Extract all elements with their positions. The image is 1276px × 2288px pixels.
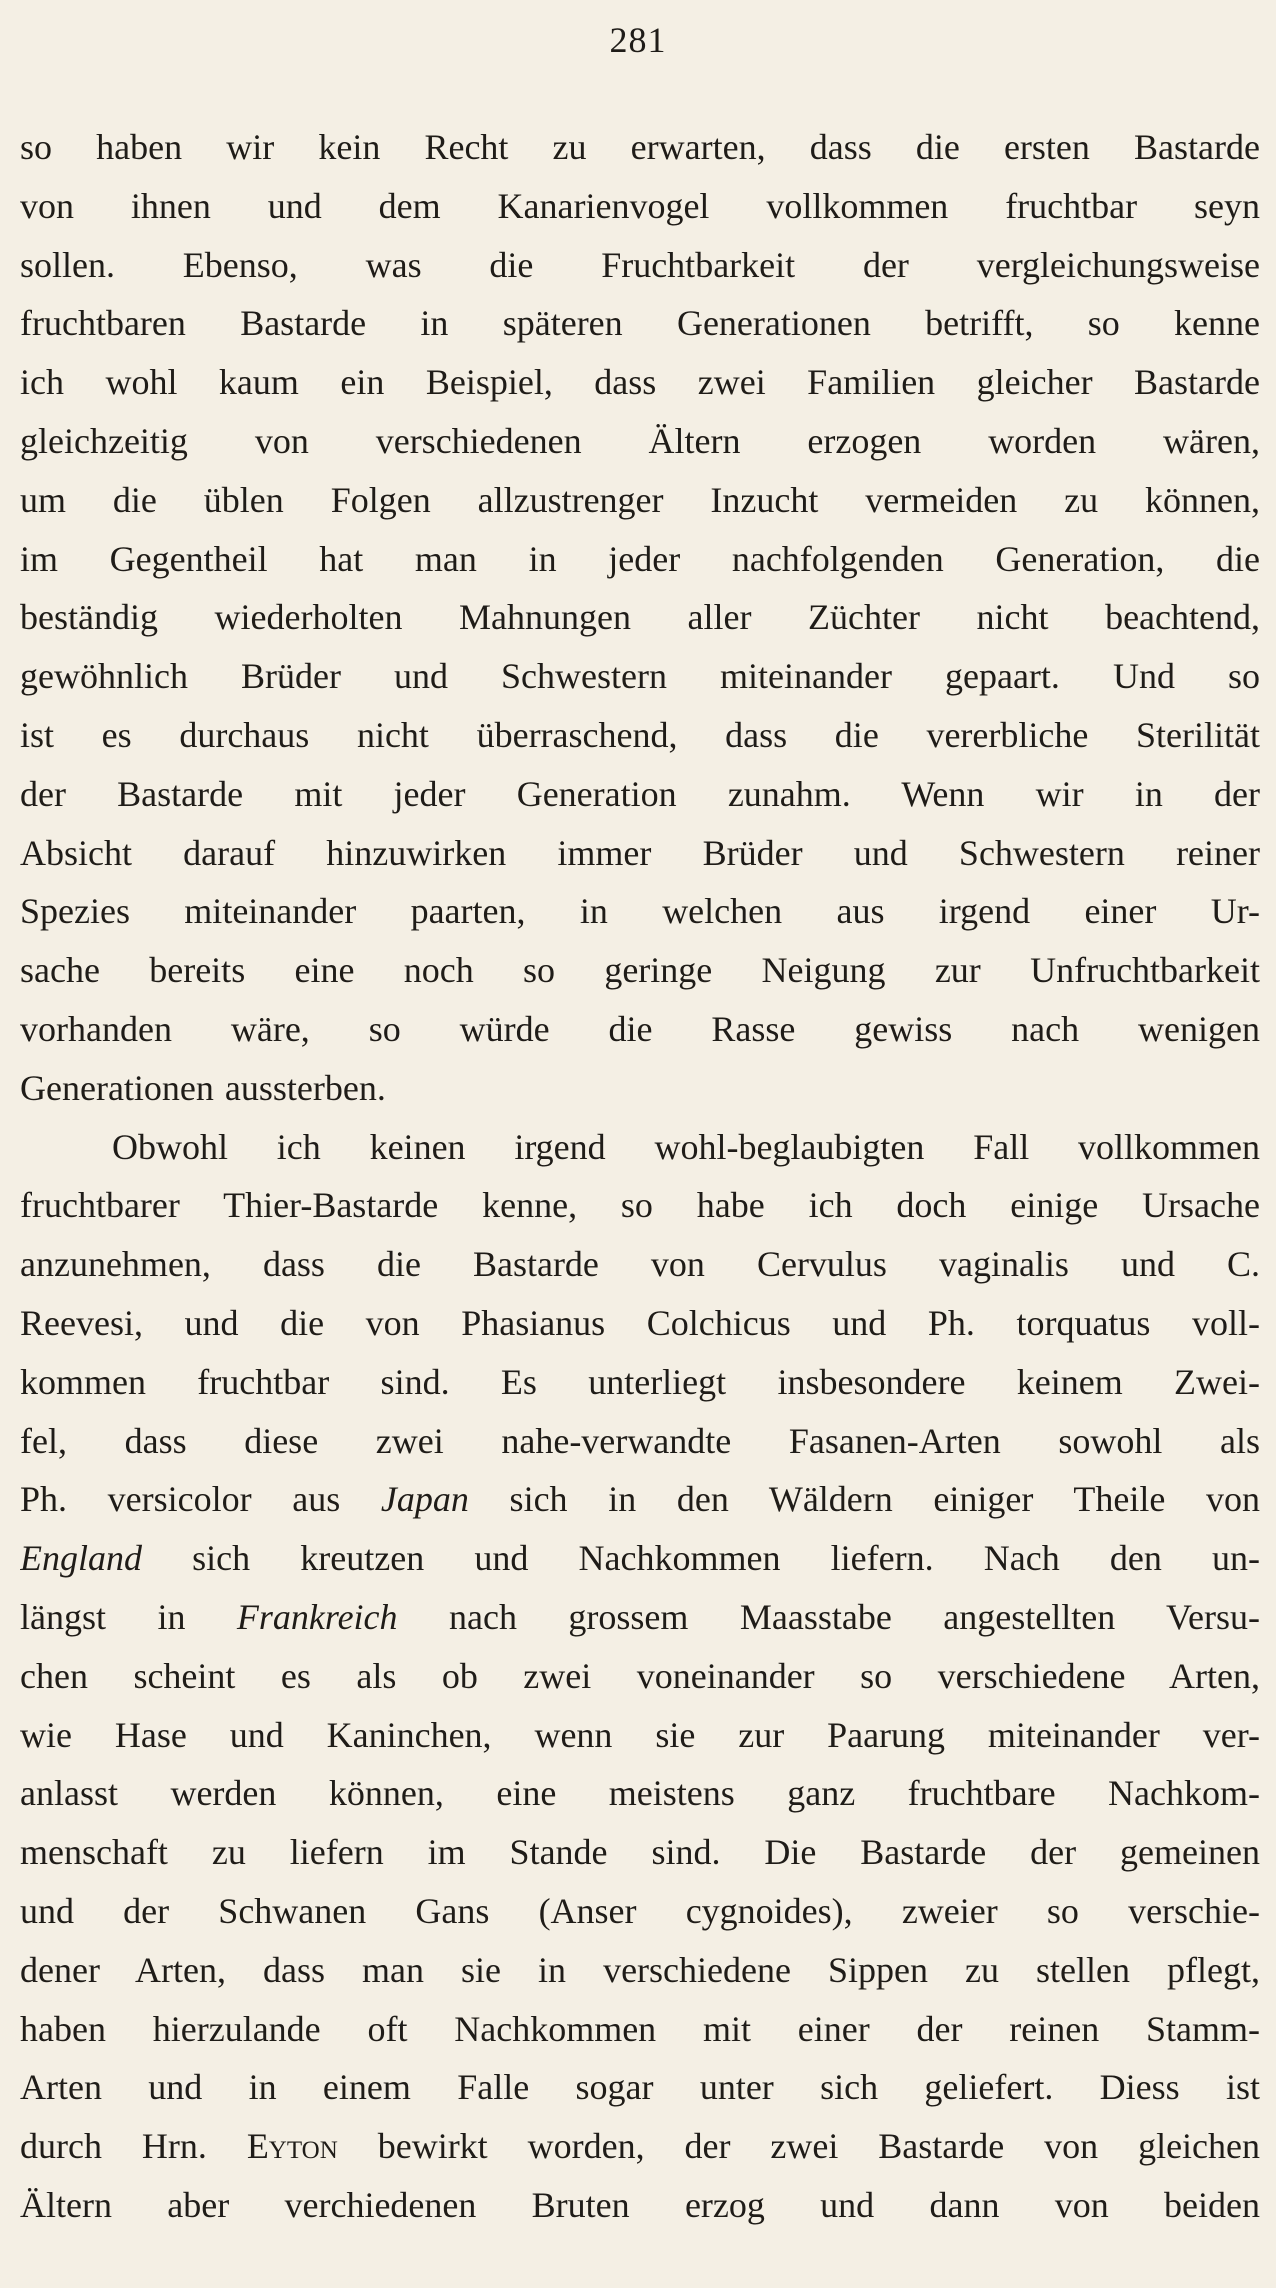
italic-place-name: England [20,1538,142,1579]
text-line: Obwohl ich keinen irgend wohl-beglaubigten Fall vollkommen [112,1126,1260,1167]
text-line: sollen. Ebenso, was die Fruchtbarkeit der vergleichungsweise [20,244,1260,285]
text-line: von ihnen und dem Kanarienvogel vollkommen fruchtbar seyn [20,185,1260,226]
paragraph-2 [20,1118,1260,2235]
text-line: ich wohl kaum ein Beispiel, dass zwei Familien gleicher Bastarde [20,362,1260,403]
paragraph-1 [20,118,1260,1118]
text-line: Ältern aber verchiedenen Bruten erzog und dann von beiden [20,2184,1260,2225]
text-line: und der Schwanen Gans (Anser cygnoides), zweier so verschie- [20,1890,1260,1931]
text-segment: längst in [20,1596,237,1637]
author-name-smallcaps: Eyton [246,2126,338,2167]
text-line [20,2117,1260,2176]
text-line: ist es durchaus nicht überraschend, dass die vererbliche Sterilität [20,714,1260,755]
text-line: sache bereits eine noch so geringe Neigung zur Unfruchtbarkeit [20,950,1260,991]
text-line: fruchtbaren Bastarde in späteren Generationen betrifft, so kenne [20,303,1260,344]
text-line [20,1529,1260,1588]
text-line: so haben wir kein Recht zu erwarten, dass die ersten Bastarde [20,127,1260,167]
text-line: menschaft zu liefern im Stande sind. Die Bastarde der gemeinen [20,1832,1260,1873]
text-line [20,1588,1260,1647]
text-line: dener Arten, dass man sie in verschiedene Sippen zu stellen pflegt, [20,1949,1260,1990]
text-line: im Gegentheil hat man in jeder nachfolgenden Generation, die [20,538,1260,579]
text-segment: nach grossem Maasstabe angestellten Versu- [397,1596,1260,1637]
page-number: 281 [609,20,667,60]
text-line: Generationen aussterben. [20,1067,386,1108]
text-line: Absicht darauf hinzuwirken immer Brüder und Schwestern reiner [20,832,1260,873]
text-segment: sich in den Wäldern einiger Theile von [468,1479,1260,1520]
text-line: haben hierzulande oft Nachkommen mit einer der reinen Stamm- [20,2008,1260,2049]
text-line: gleichzeitig von verschiedenen Ältern erzogen worden wären, [20,420,1260,461]
text-line: gewöhnlich Brüder und Schwestern miteinander gepaart. Und so [20,656,1260,697]
text-line: der Bastarde mit jeder Generation zunahm. Wenn wir in der [20,773,1260,814]
italic-place-name: Frankreich [236,1596,398,1637]
italic-place-name: Japan [380,1479,469,1520]
text-line: Arten und in einem Falle sogar unter sich geliefert. Diess ist [20,2067,1260,2108]
text-segment: bewirkt worden, der zwei Bastarde von gleichen [337,2126,1260,2167]
text-line: Reevesi, und die von Phasianus Colchicus und Ph. torquatus voll- [20,1302,1260,1343]
text-line: beständig wiederholten Mahnungen aller Züchter nicht beachtend, [20,597,1260,638]
text-segment: durch Hrn. [20,2126,247,2167]
text-line: kommen fruchtbar sind. Es unterliegt insbesondere keinem Zwei- [20,1361,1260,1402]
text-segment: Ph. versicolor aus [20,1479,381,1520]
text-line: Spezies miteinander paarten, in welchen aus irgend einer Ur- [20,891,1260,932]
text-line: fruchtbarer Thier-Bastarde kenne, so habe ich doch einige Ursache [20,1185,1260,1226]
text-line: anlasst werden können, eine meistens ganz fruchtbare Nachkom- [20,1773,1260,1814]
text-line: chen scheint es als ob zwei voneinander so verschiedene Arten, [20,1655,1260,1696]
text-line: vorhanden wäre, so würde die Rasse gewiss nach wenigen [20,1008,1260,1049]
text-line: wie Hase und Kaninchen, wenn sie zur Paarung miteinander ver- [20,1714,1260,1755]
text-line [20,1470,1260,1529]
text-segment: sich kreutzen und Nachkommen liefern. Nach den un- [142,1538,1260,1579]
text-line: um die üblen Folgen allzustrenger Inzucht vermeiden zu können, [20,479,1260,520]
text-line: anzunehmen, dass die Bastarde von Cervulus vaginalis und C. [20,1244,1260,1285]
text-line: fel, dass diese zwei nahe-verwandte Fasanen-Arten sowohl als [20,1420,1260,1461]
body-text [20,118,1260,2235]
